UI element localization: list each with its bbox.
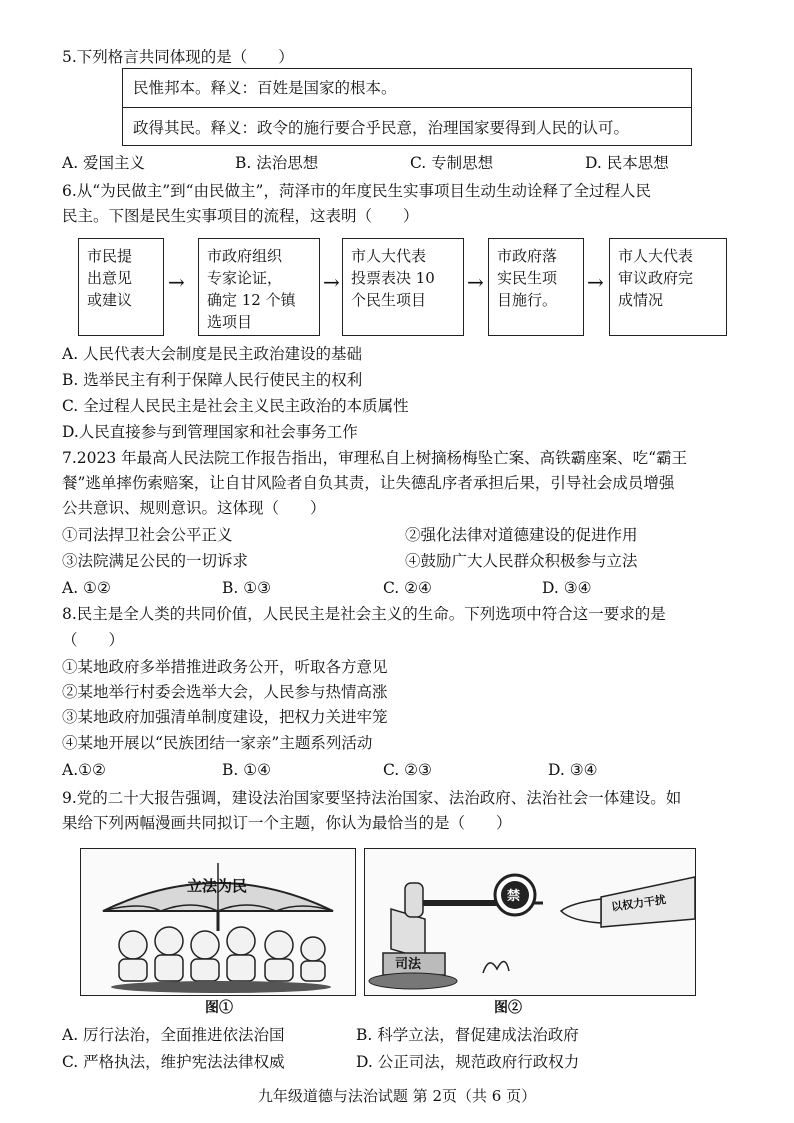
cartoon-2	[364, 848, 696, 996]
q6-option-a: A. 人民代表大会制度是民主政治建设的基础	[62, 345, 363, 363]
cartoon-1-label: 立法为民	[187, 877, 248, 895]
q7-option-b: B. ①③	[222, 579, 272, 597]
q5-stem: 5.下列格言共同体现的是（ ）	[62, 48, 294, 66]
cartoon-2-illustration	[365, 849, 695, 995]
flow-step-2: 市政府组织 专家论证， 确定 12 个镇 选项目	[198, 238, 320, 336]
flow-step-1: 市民提 出意见 或建议	[78, 238, 164, 336]
q5-divider	[123, 107, 691, 108]
q7-stem-1: 7.2023 年最高人民法院工作报告指出，审理私自上树摘杨梅坠亡案、高铁霸座案、吃“霸王	[62, 449, 688, 467]
q9-option-a: A. 厉行法治，全面推进依法治国	[62, 1026, 285, 1044]
q8-option-a: A.①②	[62, 761, 106, 779]
q5-option-d: D. 民本思想	[585, 154, 669, 172]
flow-step-3: 市人大代表 投票表决 10 个民生项目	[342, 238, 464, 336]
q6-stem-1: 6.从“为民做主”到“由民做主”，菏泽市的年度民生实事项目生动生动诠释了全过程人民	[62, 182, 651, 200]
q6-option-c: C. 全过程人民民主是社会主义民主政治的本质属性	[62, 397, 409, 415]
flow-arrow-4: →	[587, 270, 604, 294]
q7-item-2: ②强化法律对道德建设的促进作用	[405, 526, 638, 544]
q5-quote-1: 民惟邦本。释义：百姓是国家的根本。	[133, 79, 397, 97]
q8-item-1: ①某地政府多举措推进政务公开，听取各方意见	[62, 658, 388, 676]
q7-item-1: ①司法捍卫社会公平正义	[62, 526, 233, 544]
q8-item-2: ②某地举行村委会选举大会，人民参与热情高涨	[62, 683, 388, 701]
flow-arrow-2: →	[323, 270, 340, 294]
q7-item-4: ④鼓励广大人民群众积极参与立法	[405, 552, 638, 570]
q5-option-b: B. 法治思想	[235, 154, 319, 172]
q8-option-c: C. ②③	[383, 761, 432, 779]
page-footer: 九年级道德与法治试题 第 2页（共 6 页）	[257, 1087, 537, 1105]
cartoon-2-base-label: 司法	[395, 957, 422, 972]
q8-item-3: ③某地政府加强清单制度建设，把权力关进牢笼	[62, 708, 388, 726]
q7-stem-2: 餐”逃单摔伤索赔案，让自甘风险者自负其责，让失德乱序者承担后果，引导社会成员增强	[62, 474, 675, 492]
flow-arrow-3: →	[467, 270, 484, 294]
cartoon-2-sleeve-label: 以权力干扰	[610, 893, 667, 914]
q6-option-d: D.人民直接参与到管理国家和社会事务工作	[62, 423, 358, 441]
flow-step-5: 市人大代表 审议政府完 成情况	[609, 238, 727, 336]
q8-item-4: ④某地开展以“民族团结一家亲”主题系列活动	[62, 734, 373, 752]
q8-option-d: D. ③④	[548, 761, 598, 779]
q9-option-b: B. 科学立法，督促建成法治政府	[356, 1026, 579, 1044]
q6-stem-2: 民主。下图是民生实事项目的流程，这表明（ ）	[62, 207, 419, 225]
q7-option-c: C. ②④	[383, 579, 432, 597]
q5-option-a: A. 爱国主义	[62, 154, 146, 172]
q8-option-b: B. ①④	[222, 761, 272, 779]
q5-quote-2: 政得其民。释义：政令的施行要合乎民意，治理国家要得到人民的认可。	[133, 119, 630, 137]
q6-option-b: B. 选举民主有利于保障人民行使民主的权利	[62, 371, 363, 389]
q8-stem-1: 8.民主是全人类的共同价值，人民民主是社会主义的生命。下列选项中符合这一要求的是	[62, 605, 666, 623]
q9-stem-1: 9.党的二十大报告强调，建设法治国家要坚持法治国家、法治政府、法治社会一体建设。如	[62, 789, 682, 807]
q7-item-3: ③法院满足公民的一切诉求	[62, 552, 249, 570]
q5-option-c: C. 专制思想	[410, 154, 494, 172]
flow-arrow-1: →	[168, 270, 185, 294]
q7-stem-3: 公共意识、规则意识。这体现（ ）	[62, 499, 326, 517]
cartoon-2-caption: 图②	[494, 1000, 522, 1016]
q7-option-d: D. ③④	[542, 579, 592, 597]
cartoon-1-caption: 图①	[205, 1000, 233, 1016]
q8-stem-2: （ ）	[62, 631, 125, 649]
cartoon-1	[80, 848, 356, 996]
q9-option-d: D. 公正司法，规范政府行政权力	[356, 1053, 580, 1071]
cartoon-2-seal-label: 禁	[507, 889, 521, 904]
q5-quote-box	[122, 68, 692, 146]
flow-step-4: 市政府落 实民生项 目施行。	[488, 238, 584, 336]
q7-option-a: A. ①②	[62, 579, 111, 597]
q9-option-c: C. 严格执法，维护宪法法律权威	[62, 1053, 285, 1071]
q9-stem-2: 果给下列两幅漫画共同拟订一个主题，你认为最恰当的是（ ）	[62, 814, 512, 832]
cartoon-1-illustration	[81, 849, 355, 995]
